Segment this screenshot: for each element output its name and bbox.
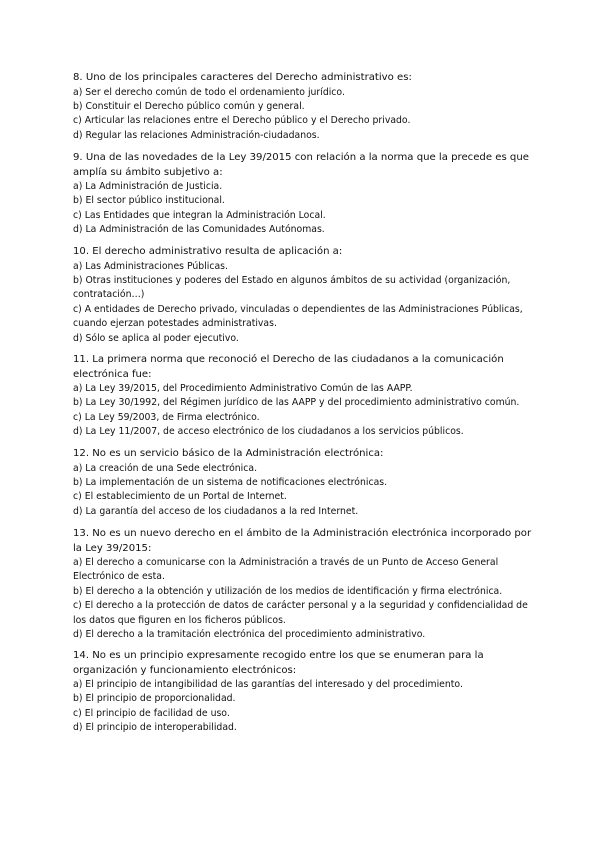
option-b: b) La Ley 30/1992, del Régimen jurídico de las AAPP y del procedimiento administrativo común. <box>73 397 520 409</box>
question-stem: 14. No es un principio expresamente recogido entre los que se enumeran para la organización y funcionamiento electrónicos: <box>73 650 484 676</box>
question-14 <box>73 649 543 736</box>
option-d: d) La garantía del acceso de los ciudadanos a la red Internet. <box>73 505 359 517</box>
option-d: d) La Administración de las Comunidades Autónomas. <box>73 224 325 236</box>
question-12 <box>73 447 543 519</box>
question-stem: 13. No es un nuevo derecho en el ámbito de la Administración electrónica incorporado por la Ley 39/2015: <box>73 528 532 554</box>
option-c: c) El principio de facilidad de uso. <box>73 707 230 719</box>
option-a: a) El principio de intangibilidad de las garantías del interesado y del procedimiento. <box>73 679 463 690</box>
question-stem: 11. La primera norma que reconoció el Derecho de las ciudadanos a la comunicación electrónica fue: <box>73 354 504 380</box>
option-c: c) El derecho a la protección de datos de carácter personal y a la seguridad y confidencialidad de los datos que figuren en los ficheros públicos. <box>73 600 528 626</box>
option-c: c) La Ley 59/2003, de Firma electrónico. <box>73 411 260 423</box>
option-b: b) Otras instituciones y poderes del Estado en algunos ámbitos de su actividad (organización, contratación…) <box>73 274 511 301</box>
question-stem: 10. El derecho administrativo resulta de aplicación a: <box>73 246 343 257</box>
question-stem: 12. No es un servicio básico de la Administración electrónica: <box>73 448 384 459</box>
option-a: a) La creación de una Sede electrónica. <box>73 462 258 474</box>
option-d: d) El derecho a la tramitación electrónica del procedimiento administrativo. <box>73 629 426 641</box>
option-c: c) Articular las relaciones entre el Derecho público y el Derecho privado. <box>73 115 411 127</box>
option-a: a) La Ley 39/2015, del Procedimiento Administrativo Común de las AAPP. <box>73 383 413 394</box>
option-d: d) Regular las relaciones Administración-ciudadanos. <box>73 129 320 141</box>
question-10 <box>73 245 543 346</box>
option-b: b) Constituir el Derecho público común y general. <box>73 100 305 112</box>
option-a: a) Las Administraciones Públicas. <box>73 260 228 272</box>
option-d: d) El principio de interoperabilidad. <box>73 722 237 734</box>
option-d: d) La Ley 11/2007, de acceso electrónico de los ciudadanos a los servicios públicos. <box>73 426 464 438</box>
option-c: c) Las Entidades que integran la Administración Local. <box>73 209 326 221</box>
question-9 <box>73 151 543 238</box>
question-13 <box>73 527 543 642</box>
option-b: b) El derecho a la obtención y utilización de los medios de identificación y firma electrónica. <box>73 585 503 597</box>
option-a: a) Ser el derecho común de todo el ordenamiento jurídico. <box>73 86 345 98</box>
option-b: b) El principio de proporcionalidad. <box>73 693 236 705</box>
option-a: a) La Administración de Justicia. <box>73 181 223 192</box>
question-stem: 8. Uno de los principales caracteres del Derecho administrativo es: <box>73 72 412 83</box>
option-c: c) El establecimiento de un Portal de Internet. <box>73 491 287 503</box>
question-8 <box>73 71 543 143</box>
option-a: a) El derecho a comunicarse con la Administración a través de un Punto de Acceso General Electrónico de esta. <box>73 557 499 583</box>
option-c: c) A entidades de Derecho privado, vinculadas o dependientes de las Administraciones Públicas, cuando ejerzan potestades administrativas. <box>73 303 523 330</box>
question-stem: 9. Una de las novedades de la Ley 39/2015 con relación a la norma que la precede es que amplía su ámbito subjetivo a: <box>73 152 529 178</box>
option-d: d) Sólo se aplica al poder ejecutivo. <box>73 332 239 344</box>
option-b: b) El sector público institucional. <box>73 195 225 207</box>
question-11 <box>73 353 543 440</box>
option-b: b) La implementación de un sistema de notificaciones electrónicas. <box>73 476 388 488</box>
